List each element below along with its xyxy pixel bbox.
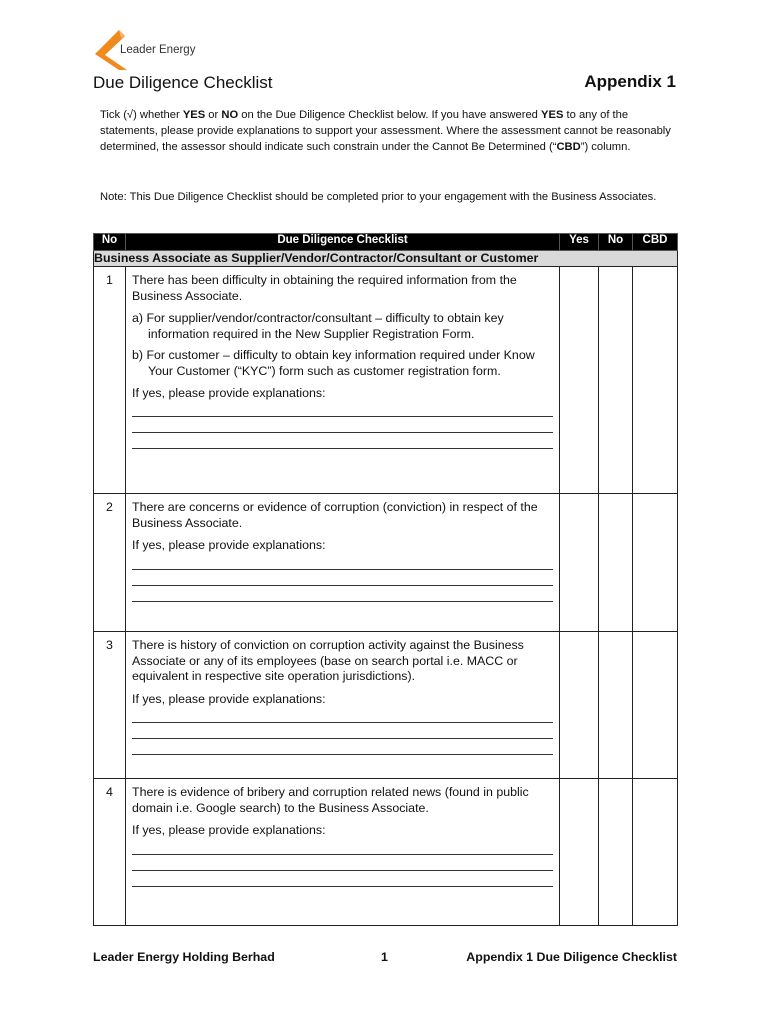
footer-page-number: 1 (381, 950, 388, 964)
logo-text: Leader Energy (120, 44, 196, 56)
explanation-line[interactable] (132, 554, 553, 570)
row-number: 2 (94, 494, 126, 632)
table-row (94, 267, 678, 494)
row-number: 4 (94, 779, 126, 926)
row-number: 3 (94, 632, 126, 779)
row-content (126, 779, 560, 926)
table-row (94, 632, 678, 779)
explanation-line[interactable] (132, 723, 553, 739)
row-statement: There are concerns or evidence of corruption (conviction) in respect of the Business Associate. (132, 500, 538, 530)
header-no: No (94, 234, 126, 251)
explanation-line[interactable] (132, 871, 553, 887)
row-subitem-b: b) For customer – difficulty to obtain key information required under Know Your Customer (“KYC”) form such as customer registration form. (132, 348, 535, 378)
section-title: Business Associate as Supplier/Vendor/Contractor/Consultant or Customer (94, 251, 678, 267)
cbd-checkbox-cell[interactable] (633, 632, 678, 779)
table-header-row (94, 234, 678, 251)
yes-checkbox-cell[interactable] (560, 267, 599, 494)
header-no-col: No (599, 234, 633, 251)
row-subitem-a: a) For supplier/vendor/contractor/consultant – difficulty to obtain key information required in the New Supplier Registration Form. (132, 311, 504, 341)
appendix-label: Appendix 1 (584, 72, 676, 91)
explanation-label: If yes, please provide explanations: (132, 823, 326, 838)
row-number: 1 (94, 267, 126, 494)
no-checkbox-cell[interactable] (599, 779, 633, 926)
row-content (126, 632, 560, 779)
yes-checkbox-cell[interactable] (560, 494, 599, 632)
explanation-line[interactable] (132, 401, 553, 417)
header-cbd: CBD (633, 234, 678, 251)
footer-company: Leader Energy Holding Berhad (93, 950, 275, 964)
no-checkbox-cell[interactable] (599, 494, 633, 632)
no-checkbox-cell[interactable] (599, 632, 633, 779)
yes-checkbox-cell[interactable] (560, 632, 599, 779)
row-statement: There is history of conviction on corruption activity against the Business Associate or any of its employees (base on search portal i.e. MACC or equivalent in respective site operation jurisdictions). (132, 638, 524, 684)
explanation-line[interactable] (132, 417, 553, 433)
explanation-label: If yes, please provide explanations: (132, 538, 326, 553)
page-title: Due Diligence Checklist (93, 73, 273, 92)
row-statement: There has been difficulty in obtaining the required information from the Business Associate. (132, 273, 517, 303)
explanation-line[interactable] (132, 570, 553, 586)
explanation-line[interactable] (132, 433, 553, 449)
row-content (126, 494, 560, 632)
cbd-checkbox-cell[interactable] (633, 779, 678, 926)
explanation-line[interactable] (132, 855, 553, 871)
section-row (94, 251, 678, 267)
note-paragraph: Note: This Due Diligence Checklist should be completed prior to your engagement with the Business Associates. (100, 191, 657, 203)
footer-document: Appendix 1 Due Diligence Checklist (466, 950, 677, 964)
explanation-label: If yes, please provide explanations: (132, 385, 326, 400)
explanation-line[interactable] (132, 707, 553, 723)
explanation-line[interactable] (132, 839, 553, 855)
explanation-label: If yes, please provide explanations: (132, 691, 326, 706)
cbd-checkbox-cell[interactable] (633, 267, 678, 494)
explanation-line[interactable] (132, 586, 553, 602)
row-statement: There is evidence of bribery and corruption related news (found in public domain i.e. Google search) to the Business Associate. (132, 785, 529, 815)
table-row (94, 779, 678, 926)
row-content (126, 267, 560, 494)
yes-checkbox-cell[interactable] (560, 779, 599, 926)
header-checklist: Due Diligence Checklist (126, 234, 560, 251)
cbd-checkbox-cell[interactable] (633, 494, 678, 632)
explanation-line[interactable] (132, 739, 553, 755)
no-checkbox-cell[interactable] (599, 267, 633, 494)
header-yes: Yes (560, 234, 599, 251)
checklist-table (93, 233, 678, 926)
table-row (94, 494, 678, 632)
instructions-paragraph: Tick (√) whether YES or NO on the Due Diligence Checklist below. If you have answered YES to any of the statements, please provide explanations to support your assessment. Where the assessment cannot be reasonably determined, the assessor should indicate such constrain under the Cannot Be Determined (“CBD”) column. (100, 109, 671, 154)
